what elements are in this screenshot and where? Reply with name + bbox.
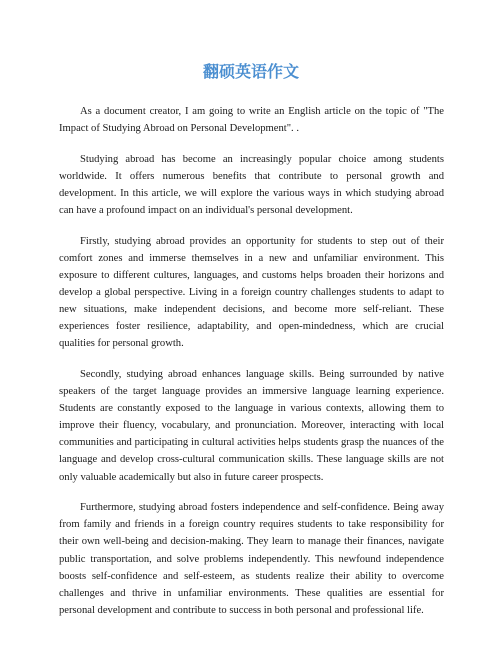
paragraph-independence: Furthermore, studying abroad fosters independence and self-confidence. Being away from family and friends in a foreign country requires students to take responsibility for their own well-being and decision-making. They learn to manage their finances, navigate public transportation, and solve problems independently. This newfound independence boosts self-confidence and self-esteem, as students realize their ability to overcome challenges and thrive in unfamiliar environments. These qualities are essential for personal development and contribute to success in both personal and professional life. [59, 502, 444, 616]
document-body [59, 103, 444, 619]
paragraph-comfort-zone: Firstly, studying abroad provides an opportunity for students to step out of their comfort zones and immerse themselves in a new and unfamiliar environment. This exposure to different cultures, languages, and customs helps broaden their horizons and develop a global perspective. Living in a foreign country challenges students to adapt to new situations, make independent decisions, and become more self-reliant. These experiences foster resilience, adaptability, and open-mindedness, which are crucial qualities for personal growth. [59, 235, 444, 350]
document-title: 翻硕英语作文 [202, 62, 299, 81]
paragraph-overview: Studying abroad has become an increasingly popular choice among students worldwide. It offers numerous benefits that contribute to personal growth and development. In this article, we will explore the various ways in which studying abroad can have a profound impact on an individual's personal development. [59, 153, 444, 217]
paragraph-intro: As a document creator, I am going to write an English article on the topic of "The Impact of Studying Abroad on Personal Development". . [59, 106, 444, 135]
paragraph-language-skills: Secondly, studying abroad enhances language skills. Being surrounded by native speakers of the target language provides an immersive language learning experience. Students are constantly exposed to the language in various contexts, allowing them to improve their fluency, vocabulary, and pronunciation. Moreover, interacting with local communities and participating in cultural activities helps students grasp the nuances of the language and develop cross-cultural communication skills. These language skills are not only valuable academically but also in future career prospects. [59, 369, 444, 483]
